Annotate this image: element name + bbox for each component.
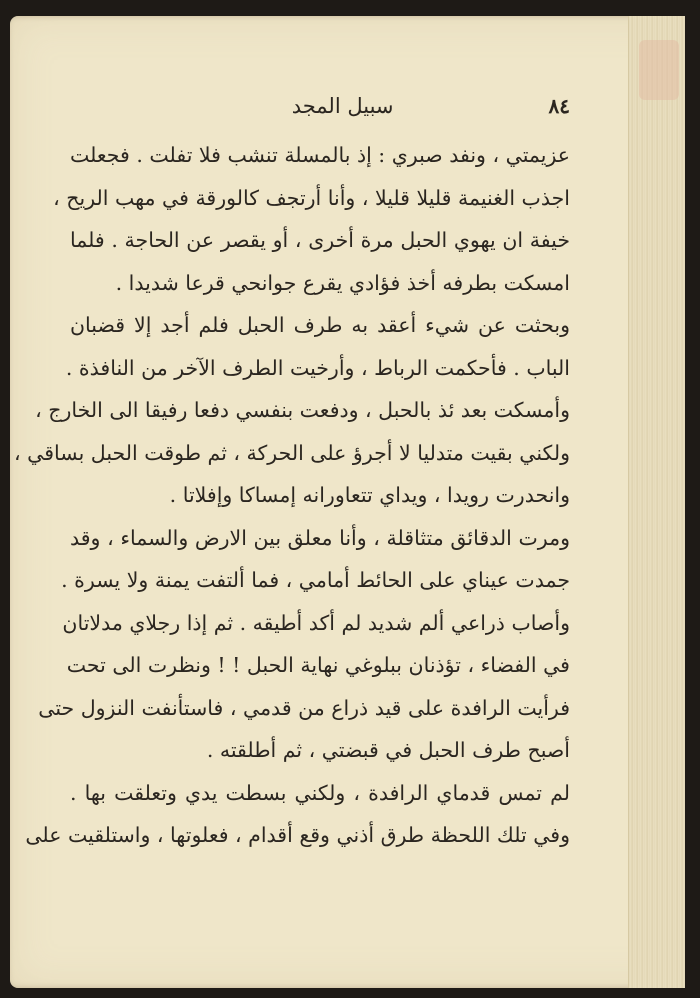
text-line: لم تمس قدماي الرافدة ، ولكني بسطت يدي وتعلقت بها . — [70, 780, 570, 805]
page-header — [70, 94, 570, 134]
page-number: ٨٤ — [548, 94, 570, 118]
running-title: سبيل المجد — [291, 94, 394, 118]
page-edge-stain — [639, 40, 679, 100]
text-line: وأصاب ذراعي ألم شديد لم أكد أطيقه . ثم إذا رجلاي مدلاتان — [62, 610, 570, 635]
text-line: ومرت الدقائق متثاقلة ، وأنا معلق بين الارض والسماء ، وقد — [70, 525, 570, 550]
text-line: وأمسكت بعد ئذ بالحبل ، ودفعت بنفسي دفعا رفيقا الى الخارج ، — [35, 398, 570, 422]
text-block — [14, 94, 570, 857]
page-edge — [628, 16, 685, 988]
book-page — [10, 16, 685, 988]
text-line: عزيمتي ، ونفد صبري : إذ بالمسلة تنشب فلا تفلت . فجعلت — [70, 143, 570, 167]
text-line: أصبح طرف الحبل في قبضتي ، ثم أطلقته . — [206, 738, 570, 762]
text-line: اجذب الغنيمة قليلا قليلا ، وأنا أرتجف كالورقة في مهب الريح ، — [53, 185, 570, 210]
text-line: وفي تلك اللحظة طرق أذني وقع أقدام ، فعلوتها ، واستلقيت على — [25, 823, 570, 847]
text-line: امسكت بطرفه أخذ فؤادي يقرع جوانحي قرعا شديدا . — [115, 270, 570, 295]
text-line: جمدت عيناي على الحائط أمامي ، فما ألتفت يمنة ولا يسرة . — [61, 568, 570, 592]
text-line: وانحدرت رويدا ، ويداي تتعاورانه إمساكا وإفلاتا . — [169, 483, 570, 507]
text-line: ولكني بقيت متدليا لا أجرؤ على الحركة ، ثم طوقت الحبل بساقي ، — [14, 440, 570, 465]
text-line: الباب . فأحكمت الرباط ، وأرخيت الطرف الآخر من النافذة . — [65, 355, 570, 380]
text-line: في الفضاء ، تؤذنان ببلوغي نهاية الحبل ! ! ونظرت الى تحت — [66, 653, 570, 677]
text-line: خيفة ان يهوي الحبل مرة أخرى ، أو يقصر عن الحاجة . فلما — [70, 228, 570, 252]
text-line: وبحثت عن شيء أعقد به طرف الحبل فلم أجد إلا قضبان — [70, 313, 570, 337]
text-line: فرأيت الرافدة على قيد ذراع من قدمي ، فاستأنفت النزول حتى — [38, 695, 570, 720]
